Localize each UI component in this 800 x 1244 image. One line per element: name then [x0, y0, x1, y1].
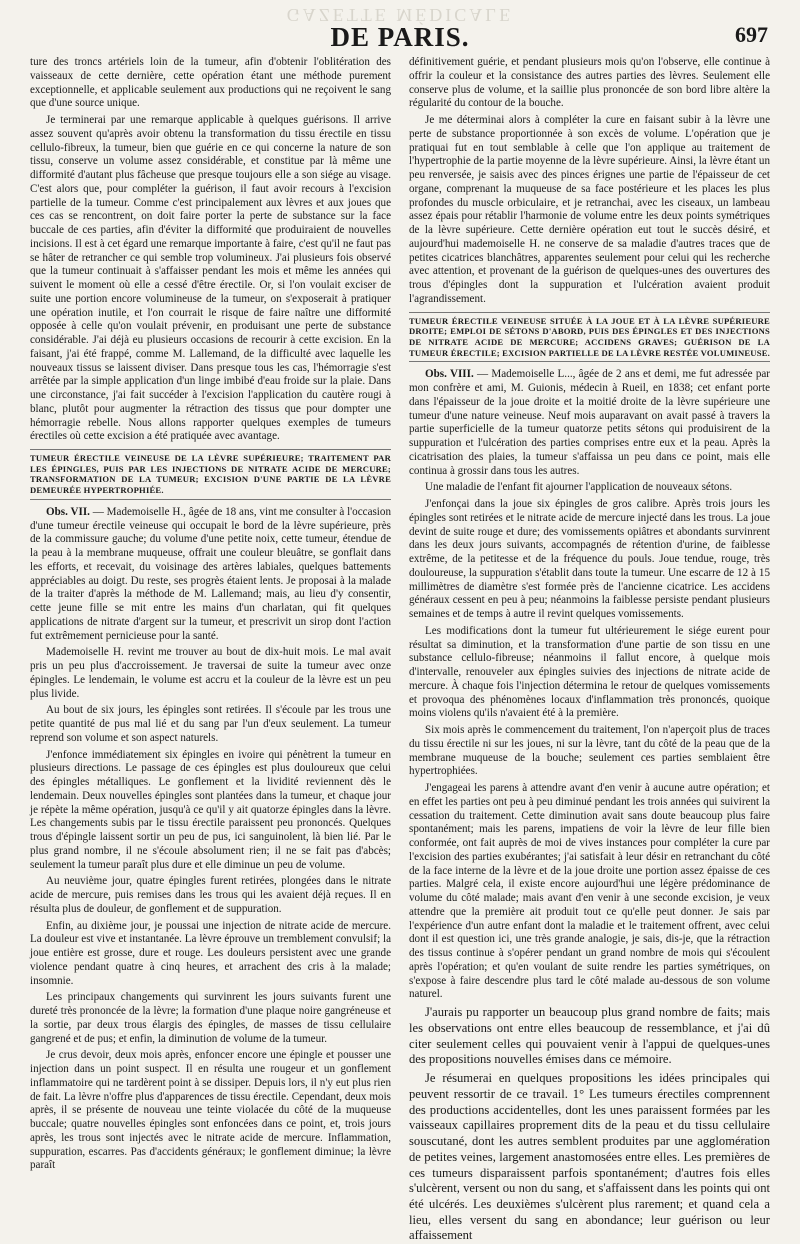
observation-text: — Mademoiselle L..., âgée de 2 ans et demi, me fut adressée par mon confrère et ami, M. Guionis, médecin à Rueil, en 1838; cet enfant porte dans l'épaisseur de la joue droite et la moitié droite de la lèvre supérieure une tumeur d'une nature veineuse. Neuf mois auparavant on avait passé à travers la partie superficielle de la tumeur quatorze petits sétons qui produisirent de la suppuration et l'ulcération des parties comprises entre eux et la peau. Après la cicatrisation des plaies, la tumeur s'affaissa un peu dans ce point, mais elle continua à grossir dans tous les autres. — [409, 368, 770, 477]
paragraph: Je terminerai par une remarque applicable à quelques guérisons. Il arrive assez souvent qu'après avoir obtenu la transformation du tissu érectile en tissu cellulo-fibreux, la tumeur, bien que guérie en ce qui concerne la nature de son tissu, conserve un volume assez considérable, et constitue par là même une difformité d'autant plus fâcheuse que presque toujours elle a son siége au visage. C'est alors que, pour compléter la guérison, il faut avoir recours à l'excision partielle de la tumeur. Comme c'est principalement aux lèvres et aux joues que ces cas se rencontrent, on doit faire porter la perte de substance sur la face buccale de ces parties, afin d'éviter la difformité que produiraient de nouvelles incisions. Il est à cet égard une remarque importante à faire, c'est qu'il ne faut pas se hâter de retrancher ce qui semble trop volumineux. J'ai plusieurs fois observé que la tumeur continuait à s'affaisser pendant les mois et même les années qui suivent le moment où elle a cessé d'être érectile. Or, si l'on voulait exciser de suite une portion encore volumineuse de la tumeur, on s'exposerait à pratiquer une opération inutile, et l'on courrait le risque de faire naître une difformité opposée à celle qu'on voulait prévenir, en produisant une perte de substance considérable. J'ai déjà eu plusieurs occasions de recourir à cette excision. En la faisant, j'ai été frappé, comme M. Lallemand, de la difficulté avec laquelle les nouveaux tissus se laissent diviser. Dans presque tous les cas, l'hémorragie s'est arrêtée par la simple application d'un linge imbibé d'eau froide sur la plaie. Dans une circonstance, j'ai fait succéder à l'excision l'application du cautère rougi à blanc, plutôt pour augmenter la rétraction des tissus que pour dompter une hémorragie rebelle. Nous allons rapporter quelques exemples de tumeurs érectiles où cette excision a été pratiquée avec avantage. — [30, 114, 391, 443]
paragraph: Je me déterminai alors à compléter la cure en faisant subir à la lèvre une perte de substance proportionnée à son excès de volume. L'opération que je pratiquai fut en tout semblable à celle que l'on applique au traitement de l'hypertrophie de la partie moyenne de la lèvre supérieure. Ainsi, la lèvre étant un peu renversée, je saisis avec des pinces érignes une partie de l'épaisseur de cet organe, comprenant la muqueuse de sa face postérieure et les places les plus profondes du muscle orbiculaire, et je retranchai, avec les ciseaux, un lambeau assez épais pour rétablir l'harmonie de volume entre les deux points symétriques de la lèvre supérieure. Cette dernière opération eut tout le succès désiré, et aujourd'hui mademoiselle H. ne conserve de sa maladie d'autres traces que de petites cicatrices blanchâtres, apparentes seulement pour celui qui les recherche avec attention, et provenant de la guérison de quelques-unes des ouvertures des trous d'épingles dont la suppuration et l'ulcération avaient produit l'agrandissement. — [409, 114, 770, 305]
observation-viii — [409, 368, 770, 478]
paragraph-large: Je résumerai en quelques propositions les idées principales qui peuvent ressortir de ce travail. 1° Les tumeurs érectiles comprennent des productions accidentelles, dont les unes paraissent formées par les vaisseaux capillaires proprement dits de la peau et du tissu cellulaire souscutané, dont les autres semblent produites par une agglomération de petites veines, largement anastomosées entre elles. Les premières de ces tumeurs disparaissent parfois spontanément; d'autres fois elles s'ulcèrent, versent ou non du sang, et s'affaissent dans les points qui ont été ulcérés. Les deuxièmes s'ulcèrent plus rarement; et quand cela a lieu, elles versent du sang en abondance; leur guérison ou leur affaissement — [409, 1071, 770, 1243]
paragraph: J'engageai les parens à attendre avant d'en venir à aucune autre opération; et en effet les parties ont peu à peu diminué pendant les trois années qui suivirent la cessation du traitement. Cette diminution avait sans doute beaucoup plus faire spontanément; mais les parens, impatiens de voir la lèvre de leur fille bien conformée, ont fait auprès de moi de vives instances pour compléter la cure par l'excision des parties exubérantes; j'ai satisfait à leur désir en retranchant du côté de la face interne de la lèvre et de la joue droite une portion assez épaisse de ces parties. Malgré cela, il existe encore aujourd'hui une légère prédominance de volume du côté malade; mais avant d'en venir à une seconde excision, je veux attendre que la première ait produit tout ce qu'elle peut donner. Je sais par l'expérience d'un autre enfant dont la maladie et le traitement offrent, avec celui dont il est question ici, une très grande analogie, je sais, dis-je, que la rétraction des tissus continue à s'opérer pendant un grand nombre de mois qui s'écoulent après l'opération; et qu'en voulant de suite rendre les parties symétriques, on s'expose à faire descendre plus tard le côté malade au-dessous de son volume naturel. — [409, 782, 770, 1001]
paragraph: ture des troncs artériels loin de la tumeur, afin d'obtenir l'oblitération des vaisseaux de cette dernière, cette opération étant une méthode purement exceptionnelle, et applicable seulement aux productions qui ne reçoivent le sang que d'une source unique. — [30, 56, 391, 110]
page-title: DE PARIS. — [330, 22, 470, 52]
observation-label: Obs. VIII. — [425, 368, 474, 381]
right-column — [409, 56, 770, 1243]
text-columns — [30, 56, 770, 1243]
left-column — [30, 56, 391, 1172]
paragraph: Une maladie de l'enfant fit ajourner l'application de nouveaux sétons. — [425, 481, 733, 494]
observation-text: — Mademoiselle H., âgée de 18 ans, vint me consulter à l'occasion d'une tumeur érectile veineuse qui occupait le bord de la lèvre supérieure, près de la commissure gauche; du volume d'une petite noix, cette tumeur, étendue de la peau à la membrane muqueuse, offrait une couleur bleuâtre, se gonflait dans les efforts, et recevait, du voisinage des artères labiales, quelques battements appréciables au doigt. Du reste, ses progrès étaient lents. Je proposai à la malade de la traiter d'après la méthode de M. Lallemand; mais, au lieu d'y consentir, cette jeune fille se mit entre les mains d'un charlatan, qui fit quelques applications de nitrate d'argent sur la tumeur, et prescrivit un sirop dont l'action fut extrêmement pernicieuse pour la santé. — [30, 505, 391, 642]
observation-label: Obs. VII. — [46, 505, 90, 518]
case-heading-vii: TUMEUR ÉRECTILE VEINEUSE DE LA LÈVRE SUPÉRIEURE; TRAITEMENT PAR LES ÉPINGLES, PUIS PAR LES INJECTIONS DE NITRATE ACIDE DE MERCURE; TRANSFORMATION DE LA TUMEUR; EXCISION D'UNE PARTIE DE LA LÈVRE DEMEURÉE HYPERTROPHIÉE. — [30, 449, 391, 500]
paragraph: Je crus devoir, deux mois après, enfoncer encore une épingle et pousser une injection dans un point suspect. Il en résulta une rougeur et un gonflement inflammatoire qui ne tardèrent point à se dissiper. Depuis lors, il n'y eut plus rien de fait. La lèvre n'offre plus d'apparences de tissu érectile. Cependant, deux mois après, il se présente de nouveau une teinte violacée du côté de la muqueuse buccale; quatre nouvelles épingles sont enfoncées dans ce point, et, trois jours après, les trous sont injectés avec le nitrate acide de mercure. Inflammation, suppuration, escarres. Pas d'accidents généraux; le gonflement diminue; la lèvre paraît — [30, 1049, 391, 1172]
paragraph: Mademoiselle H. revint me trouver au bout de dix-huit mois. Le mal avait pris un peu plus d'accroissement. Je traversai de suite la tumeur avec onze épingles. Le lendemain, le volume est accru et la couleur de la lèvre est un peu plus livide. — [30, 646, 391, 700]
paragraph: Au bout de six jours, les épingles sont retirées. Il s'écoule par les trous une petite quantité de pus mal lié et du sang par l'un d'eux seulement. La tumeur reprend son volume et son aspect naturels. — [30, 704, 391, 744]
paragraph: J'enfonce immédiatement six épingles en ivoire qui pénètrent la tumeur en plusieurs directions. Le passage de ces épingles est plus douloureux que celui des épingles métalliques. Le gonflement et la lividité reviennent dès le lendemain. Deux nouvelles épingles sont plantées dans la tumeur, et chaque jour je répète la même opération, jusqu'à ce qu'il y ait quatorze épingles dans la lèvre. Les changements subis par le tissu érectile paraissent peu prononcés. Quelques trous d'épingle laissent sortir un peu de pus, ici sanguinolent, là bien lié. Par le plus grand nombre, il ne s'écoule absolument rien; il ne se fait pas d'abcès; seulement la tumeur paraît plus dure et elle diminue un peu de volume. — [30, 748, 391, 871]
paragraph: définitivement guérie, et pendant plusieurs mois qu'on l'observe, elle continue à offrir la couleur et la consistance des autres parties des lèvres. Seulement elle conserve plus de volume, et la saillie plus prononcée de son bord libre altère la régularité du contour de la bouche. — [409, 56, 770, 110]
paragraph: Six mois après le commencement du traitement, l'on n'aperçoit plus de traces du tissu érectile ni sur les joues, ni sur la lèvre, tant du côté de la peau que de la membrane muqueuse de la bouche; seulement ces parties semblaient être hypertrophiées. — [409, 724, 770, 778]
paragraph: Les principaux changements qui survinrent les jours suivants furent une dureté très prononcée de la lèvre; la formation d'une plaque noire gangréneuse et la sortie, par deux trous élargis des épingles, de masses de tissu cellulaire gangrené et de pus; et enfin, la diminution de volume de la tumeur. — [30, 991, 391, 1045]
paragraph-large: J'aurais pu rapporter un beaucoup plus grand nombre de faits; mais les observations ont entre elles beaucoup de ressemblance, et j'ai dû citer seulement celles qui pouvaient venir à l'appui de quelques-unes des propositions nouvelles émises dans ce mémoire. — [409, 1005, 770, 1067]
page-header — [30, 0, 770, 56]
page-number: 697 — [735, 22, 768, 47]
paragraph: J'enfonçai dans la joue six épingles de gros calibre. Après trois jours les épingles sont retirées et le nitrate acide de mercure injecté dans les trous. La joue devint de suite rouge et dure; des vomissements opiâtres et abondants survinrent dans les deux jours suivants, accompagnés de rétention d'urine, de faiblesse extrême, de la petitesse et de la fréquence du pouls. Joue tendue, rouge, très douloureuse, la suppuration s'établit dans toute la tumeur. Une escarre de 12 à 15 millimètres de diamètre s'est formée près de l'ancienne cicatrice. Les accidens généraux cessent en peu à peu; néanmoins la faiblesse persiste pendant plusieurs semaines et de temps à autre il revint quelques vomissements. — [409, 498, 770, 621]
paragraph: Enfin, au dixième jour, je poussai une injection de nitrate acide de mercure. La douleur est vive et instantanée. La lèvre éprouve un tremblement convulsif; la joue entière est grosse, dure et rouge. Les douleurs persistent avec une grande violence pendant quatre à cinq heures, et arrachent des cris à la malade; insomnie. — [30, 919, 391, 987]
observation-vii — [30, 506, 391, 644]
paragraph: Au neuvième jour, quatre épingles furent retirées, plongées dans le nitrate acide de mercure, puis remises dans les trous qui les avaient déjà reçues. Il en résulta plus de douleur, de gonflement et de suppuration. — [30, 875, 391, 915]
paragraph: Les modifications dont la tumeur fut ultérieurement le siége eurent pour résultat sa diminution, et la transformation d'une partie de son tissu en une substance cellulo-fibreuse; néanmoins il fallut encore, à quelque mois d'intervalle, renouveler aux épingles suivies des injections de nitrate acide de mercure. À chaque fois l'injection détermina le retour de quelques vomissements et provoqua des phénomènes locaux d'inflammation très prononcés, quoique moins violens qu'ils n'avaient été à la première. — [409, 624, 770, 720]
bleed-through-text: GAZETTE MÉDICALE — [286, 5, 514, 25]
case-heading-viii: TUMEUR ÉRECTILE VEINEUSE SITUÉE À LA JOUE ET À LA LÈVRE SUPÉRIEURE DROITE; EMPLOI DE SÉTONS D'ABORD, PUIS DES ÉPINGLES ET DES INJECTIONS DE NITRATE ACIDE DE MERCURE; ACCIDENS GRAVES; GUÉRISON DE LA TUMEUR ÉRECTILE; EXCISION PARTIELLE DE LA LÈVRE RESTÉE VOLUMINEUSE. — [409, 312, 770, 363]
